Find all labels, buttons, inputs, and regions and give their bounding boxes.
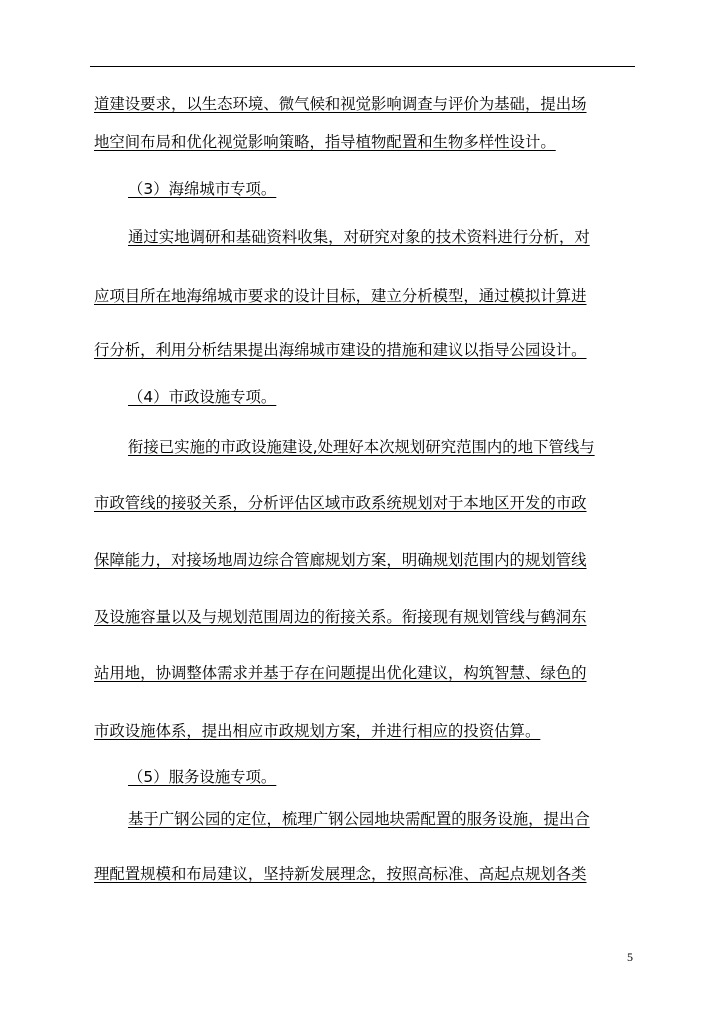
body-text-line: 保障能力，对接场地周边综合管廊规划方案，明确规划范围内的规划管线 bbox=[94, 551, 587, 569]
body-text-line: 基于广钢公园的定位，梳理广钢公园地块需配置的服务设施，提出合 bbox=[128, 810, 590, 828]
body-text-line: 及设施容量以及与规划范围周边的衔接关系。衔接现有规划管线与鹤洞东 bbox=[94, 608, 587, 626]
section-heading-sponge-city: （3）海绵城市专项。 bbox=[128, 180, 277, 198]
body-text-line: 行分析，利用分析结果提出海绵城市建设的措施和建议以指导公园设计。 bbox=[94, 341, 587, 359]
body-text-line: 站用地，协调整体需求并基于存在问题提出优化建议，构筑智慧、绿色的 bbox=[94, 664, 587, 682]
body-text-line: 理配置规模和布局建议，坚持新发展理念，按照高标准、高起点规划各类 bbox=[94, 865, 587, 883]
body-text-line: 市政管线的接驳关系，分析评估区域市政系统规划对于本地区开发的市政 bbox=[94, 494, 587, 512]
body-text-line: 地空间布局和优化视觉影响策略，指导植物配置和生物多样性设计。 bbox=[94, 133, 556, 151]
body-text-line: 通过实地调研和基础资料收集，对研究对象的技术资料进行分析，对 bbox=[128, 228, 590, 246]
body-text-line: 道建设要求，以生态环境、微气候和视觉影响调查与评价为基础，提出场 bbox=[94, 95, 587, 113]
body-text-line: 市政设施体系，提出相应市政规划方案，并进行相应的投资估算。 bbox=[94, 722, 541, 740]
header-rule bbox=[90, 66, 635, 67]
page-number: 5 bbox=[627, 950, 633, 964]
body-text-line: 衔接已实施的市政设施建设,处理好本次规划研究范围内的地下管线与 bbox=[128, 438, 595, 456]
body-text-line: 应项目所在地海绵城市要求的设计目标，建立分析模型，通过模拟计算进 bbox=[94, 287, 587, 305]
section-heading-service-facilities: （5）服务设施专项。 bbox=[128, 768, 277, 786]
section-heading-municipal-facilities: （4）市政设施专项。 bbox=[128, 388, 277, 406]
